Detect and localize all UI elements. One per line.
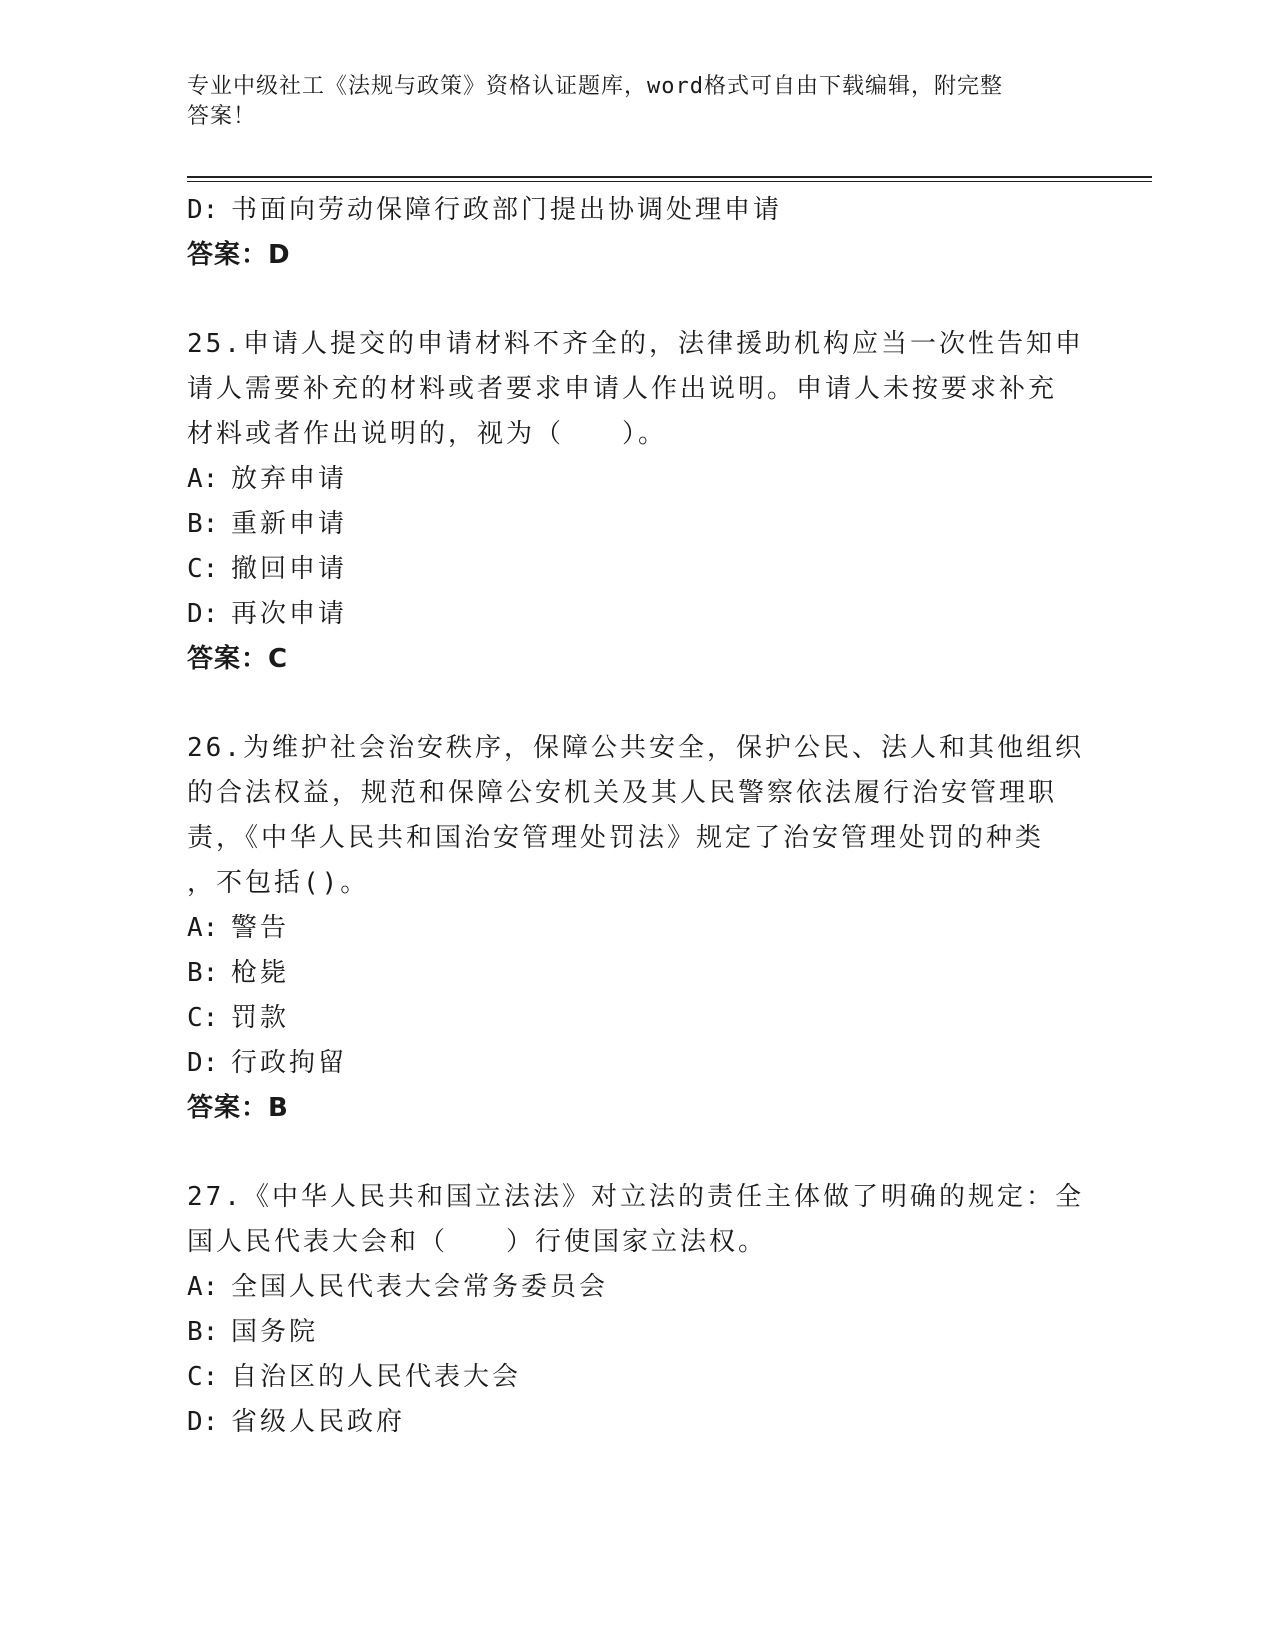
option-a xyxy=(187,1265,1067,1310)
option-b xyxy=(187,1310,1067,1355)
option-a xyxy=(187,906,1067,951)
header-note-line-2: 答案！ xyxy=(187,104,257,129)
option-a xyxy=(187,457,1067,502)
header-divider-thin xyxy=(187,181,1152,182)
option-c xyxy=(187,996,1067,1041)
option-text: 罚款 xyxy=(231,1003,290,1033)
prev-answer: 答案：D xyxy=(187,240,291,270)
option-b xyxy=(187,502,1067,547)
option-key: A: xyxy=(187,913,219,943)
header-note xyxy=(187,72,1057,132)
question-stem-line: 请人需要补充的材料或者要求申请人作出说明。申请人未按要求补充 xyxy=(187,374,1058,404)
prev-option-d xyxy=(187,188,1067,233)
question-stem-line: 25.申请人提交的申请材料不齐全的，法律援助机构应当一次性告知申 xyxy=(187,329,1084,359)
option-key: D: xyxy=(187,599,219,629)
question-stem-line: 国人民代表大会和（ ）行使国家立法权。 xyxy=(187,1227,768,1257)
spacer xyxy=(187,682,1067,726)
option-d xyxy=(187,1400,1067,1445)
option-d xyxy=(187,592,1067,637)
option-key: A: xyxy=(187,1272,219,1302)
spacer xyxy=(187,278,1067,322)
question-stem-line: 的合法权益，规范和保障公安机关及其人民警察依法履行治安管理职 xyxy=(187,778,1058,808)
spacer xyxy=(187,1131,1067,1175)
option-text: 重新申请 xyxy=(231,509,348,539)
option-key: C: xyxy=(187,1003,219,1033)
option-key: C: xyxy=(187,1362,219,1392)
option-text: 放弃申请 xyxy=(231,464,348,494)
option-c xyxy=(187,1355,1067,1400)
option-text: 再次申请 xyxy=(231,599,348,629)
question-stem-line: 责，《中华人民共和国治安管理处罚法》规定了治安管理处罚的种类 xyxy=(187,823,1045,853)
option-text: 自治区的人民代表大会 xyxy=(231,1362,522,1392)
question-stem-line: 27.《中华人民共和国立法法》对立法的责任主体做了明确的规定：全 xyxy=(187,1182,1084,1212)
header-divider-thick xyxy=(187,176,1152,178)
question-25 xyxy=(187,322,1084,682)
option-key: D: xyxy=(187,1048,219,1078)
option-key: C: xyxy=(187,554,219,584)
option-key: B: xyxy=(187,509,219,539)
option-text: 警告 xyxy=(231,913,290,943)
question-stem-line: ，不包括()。 xyxy=(187,868,370,898)
option-text: 枪毙 xyxy=(231,958,290,988)
option-text: 全国人民代表大会常务委员会 xyxy=(231,1272,609,1302)
question-26 xyxy=(187,726,1084,1131)
answer: 答案：B xyxy=(187,1093,289,1123)
option-key: B: xyxy=(187,1317,219,1347)
question-stem-line: 材料或者作出说明的，视为（ ）。 xyxy=(187,419,668,449)
option-text: 国务院 xyxy=(231,1317,319,1347)
question-content xyxy=(187,188,1084,1445)
option-key: B: xyxy=(187,958,219,988)
option-text: 撤回申请 xyxy=(231,554,348,584)
option-key: D: xyxy=(187,1407,219,1437)
option-text: 行政拘留 xyxy=(231,1048,348,1078)
option-b xyxy=(187,951,1067,996)
option-d xyxy=(187,1041,1067,1086)
option-text: 书面向劳动保障行政部门提出协调处理申请 xyxy=(231,195,783,225)
answer: 答案：C xyxy=(187,644,289,674)
option-key: D: xyxy=(187,195,219,225)
question-stem-line: 26.为维护社会治安秩序，保障公共安全，保护公民、法人和其他组织 xyxy=(187,733,1084,763)
option-key: A: xyxy=(187,464,219,494)
question-27 xyxy=(187,1175,1084,1445)
header-note-line-1: 专业中级社工《法规与政策》资格认证题库，word格式可自由下载编辑，附完整 xyxy=(187,74,1003,99)
option-text: 省级人民政府 xyxy=(231,1407,406,1437)
option-c xyxy=(187,547,1067,592)
